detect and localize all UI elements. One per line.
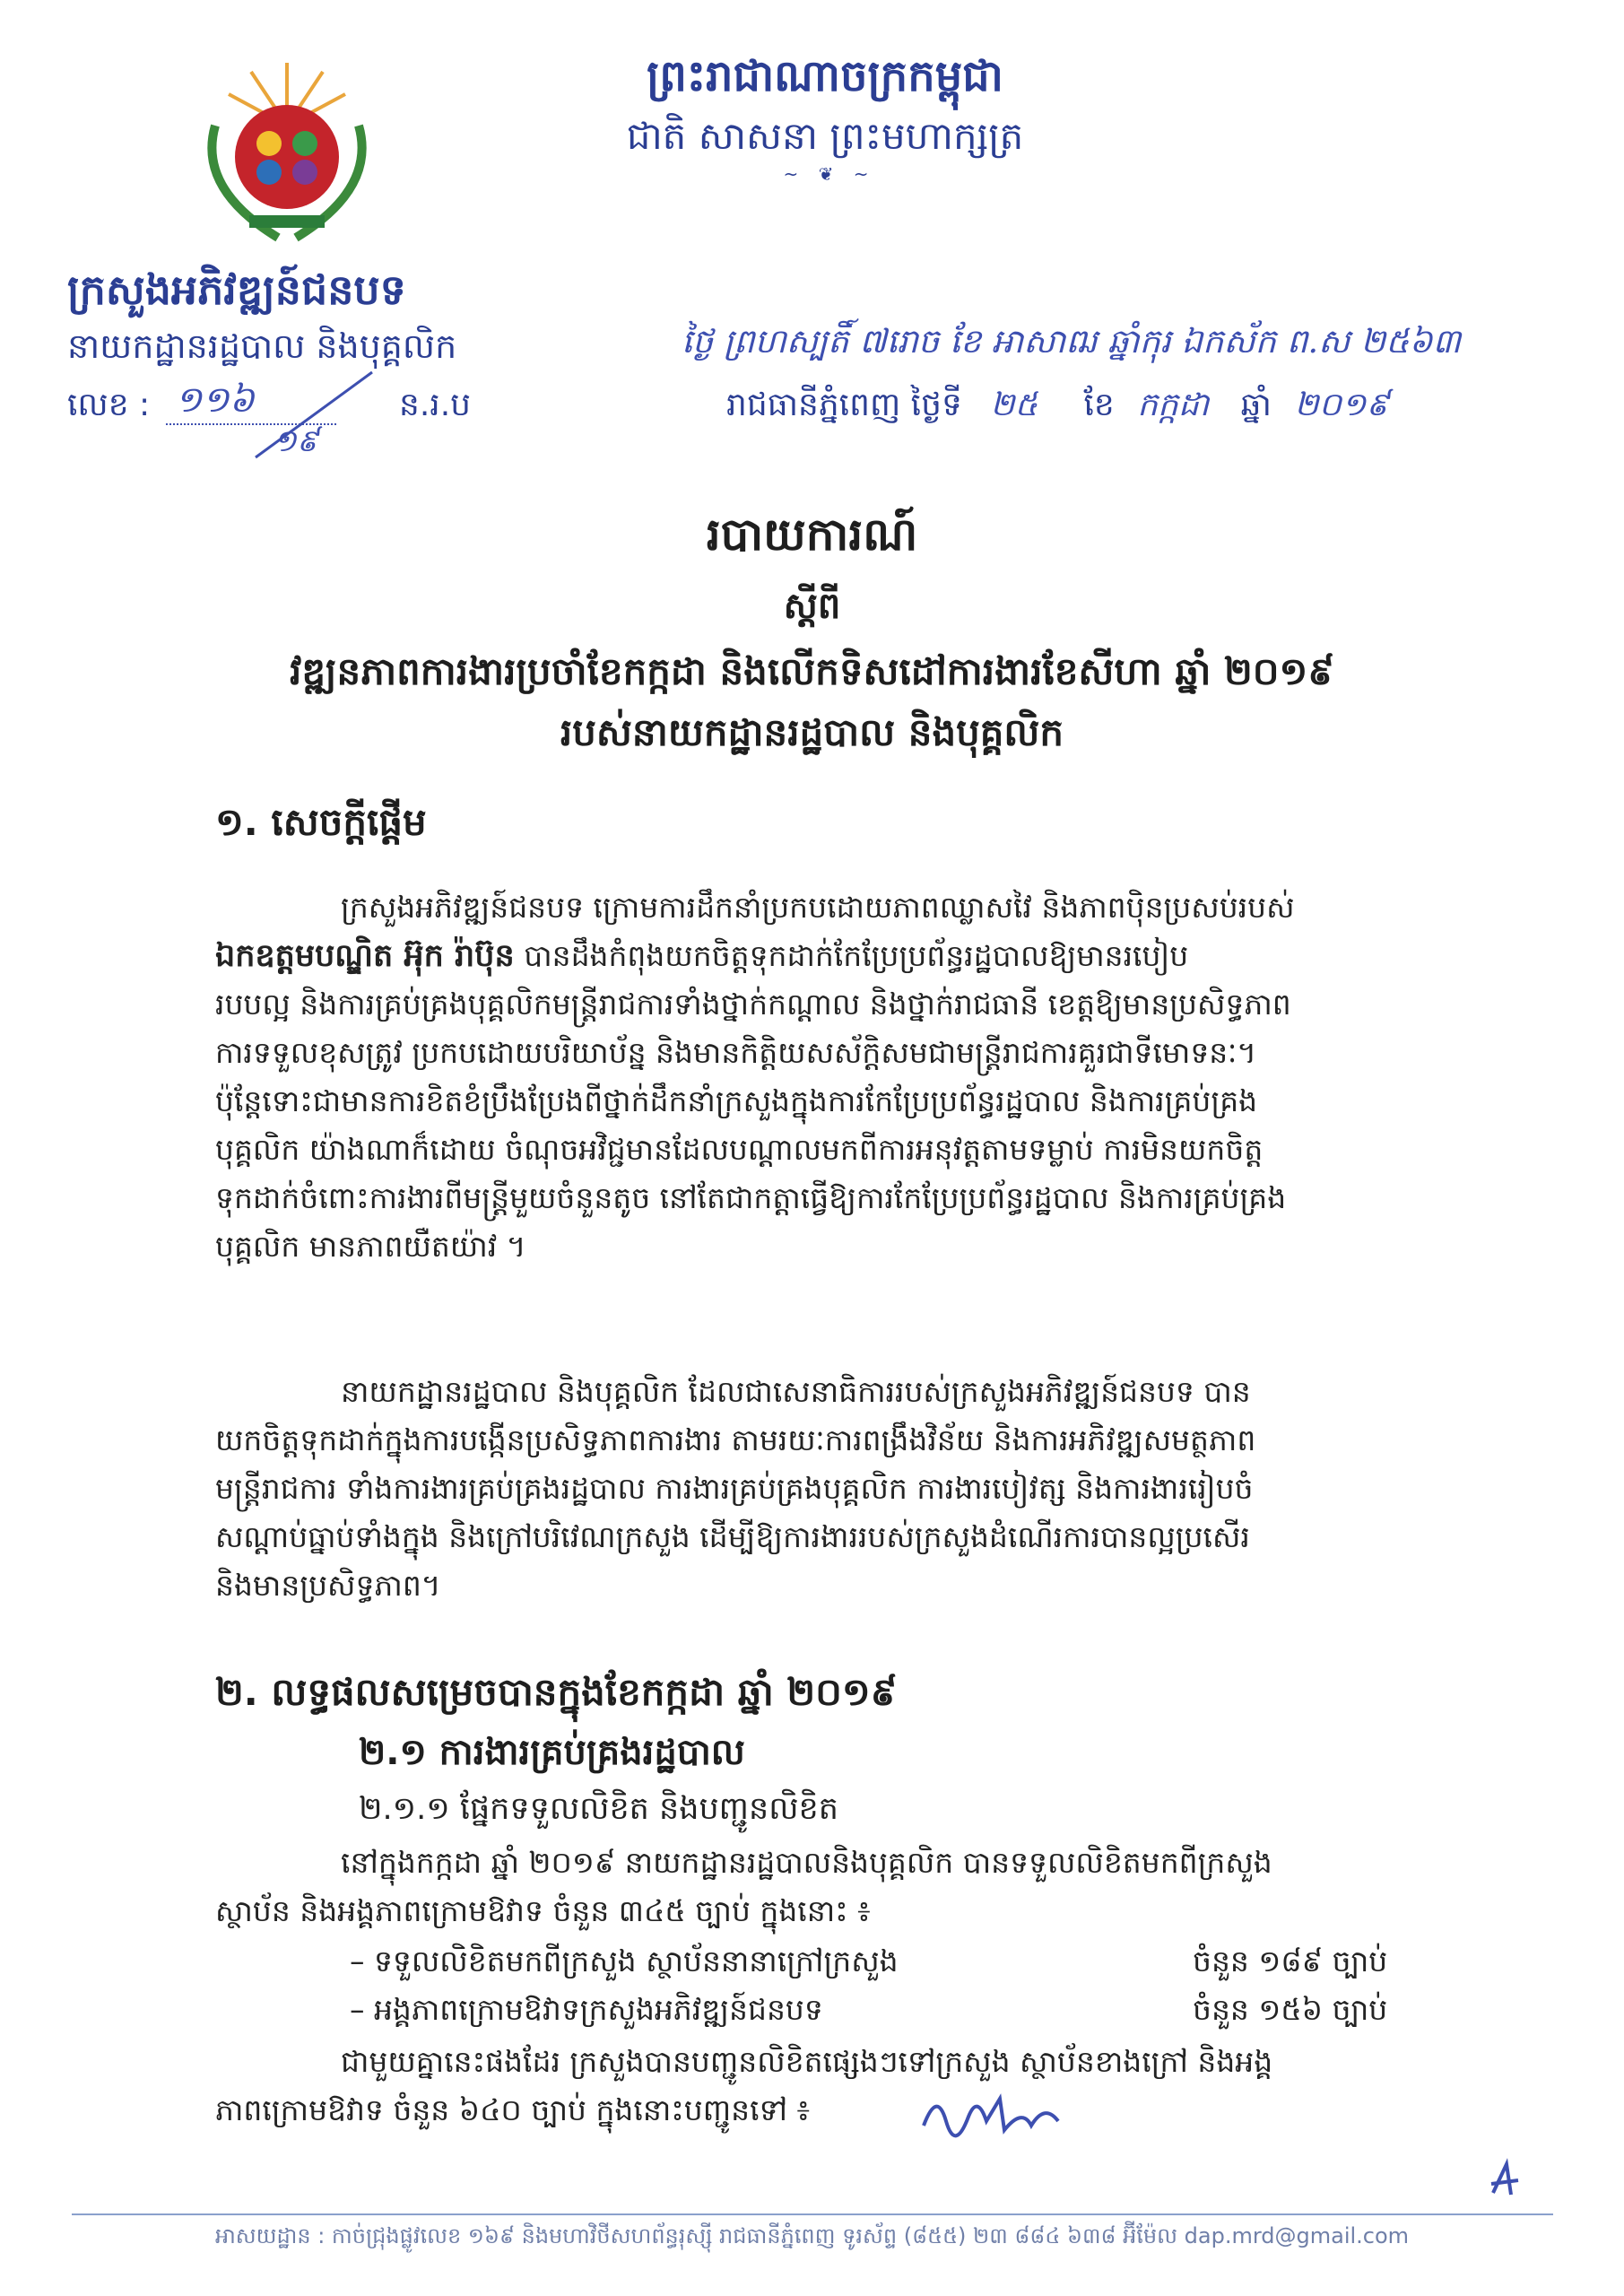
para-line: ស្ថាប័ន និងអង្គភាពក្រោមឱវាទ ចំនួន ៣៤៥ ច្បាប់ ក្នុងនោះ ៖ [215,1893,871,1928]
initials-signature [915,2081,1076,2152]
date-month-label: ខែ [1083,387,1115,423]
section2-heading: ២. លទ្ធផលសម្រេចបានក្នុងខែកក្កដា ឆ្នាំ ២០១៩ [215,1670,898,1714]
list-item-label: – ទទួលលិខិតមកពីក្រសួង ស្ថាប័ននានាក្រៅក្រសួង [350,1944,899,1979]
report-subject-line1: វឌ្ឍនភាពការងារប្រចាំខែកក្កដា និងលើកទិសដៅការងារខែសីហា ឆ្នាំ ២០១៩ [289,649,1335,693]
report-subject-line2: របស់នាយកដ្ឋានរដ្ឋបាល និងបុគ្គលិក [560,710,1064,754]
date-prefix: រាជធានីភ្នំពេញ ថ្ងៃទី [726,387,962,423]
list-item [350,1937,1475,1986]
gregorian-date [726,384,1578,431]
national-motto: ជាតិ សាសនា ព្រះមហាក្សត្រ [626,114,1024,158]
kingdom-title: ព្រះរាជាណាចក្រកម្ពុជា [647,51,1003,101]
para-line-text: បានដឹងកំពុងយកចិត្តទុកដាក់កែប្រែប្រព័ន្ធរដ្ឋបាលឱ្យមានរបៀប [524,938,1189,973]
para-line: នៅក្នុងកក្កដា ឆ្នាំ ២០១៩ នាយកដ្ឋានរដ្ឋបាលនិងបុគ្គលិក បានទទួលលិខិតមកពីក្រសួង [341,1845,1272,1880]
date-month: កក្កដា [1137,387,1210,423]
para-line: សណ្ដាប់ធ្នាប់ទាំងក្នុង និងក្រៅបរិវេណក្រសួង ដើម្បីឱ្យការងាររបស់ក្រសួងដំណើរការបានល្អប្រសើរ [215,1519,1250,1554]
department-name: នាយកដ្ឋានរដ្ឋបាល និងបុគ្គលិក [67,326,457,366]
report-title: របាយការណ៍ [706,509,918,561]
date-day: ២៥ [990,387,1038,423]
excellency-name: ឯកឧត្តមបណ្ឌិត អ៊ុក រ៉ាប៊ុន [215,938,515,974]
ministry-name: ក្រសួងអភិវឌ្ឍន៍ជនបទ [67,265,406,314]
list-item [350,1986,1475,2034]
section2-1-heading: ២.១ ការងារគ្រប់គ្រងរដ្ឋបាល [359,1732,745,1773]
footer-address: អាសយដ្ឋាន : កាច់ជ្រុងផ្លូវលេខ ១៦៩ និងមហាវិថីសហព័ន្ធរុស្ស៊ី រាជធានីភ្នំពេញ ទូរស័ព្ទ (៨៥៥) ២៣ ៨៨៤ ៦៣៨ អ៊ីម៉ែល dap.mrd@gmail.com [214,2223,1410,2248]
list-item-label: – អង្គភាពក្រោមឱវាទក្រសួងអភិវឌ្ឍន៍ជនបទ [350,1992,823,2027]
ref-year-handwritten: ១៩ [274,423,318,459]
list-item-count: ចំនួន ១៨៩ ច្បាប់ [1193,1944,1388,1979]
para-line: និងមានប្រសិទ្ធភាព។ [215,1568,441,1603]
section1-paragraph2 [215,1368,1475,1610]
para-line: ការទទួលខុសត្រូវ ប្រកបដោយបរិយាប័ន្ន និងមានកិត្តិយសស័ក្តិសមជាមន្ត្រីរាជការគួរជាទីមោទនៈ។ [215,1035,1257,1070]
reference-number [67,377,569,457]
received-items-list [350,1937,1475,2034]
date-year-label: ឆ្នាំ [1240,387,1272,423]
section1-paragraph1 [215,883,1475,1271]
ref-slash-stroke [238,368,381,466]
para-line: ទុកដាក់ចំពោះការងារពីមន្ត្រីមួយចំនួនតូច នៅតែជាកត្តាធ្វើឱ្យការកែប្រែប្រព័ន្ធរដ្ឋបាល និងការគ្រប់គ្រង [215,1180,1287,1215]
ministry-logo [179,54,395,260]
section1-heading: ១. សេចក្តីផ្តើម [215,800,427,844]
motto-ornament: ~ ❦ ~ [783,163,876,185]
ref-number-handwritten: ១១៦ [175,379,255,421]
ref-label: លេខ : [67,387,151,423]
report-about: ស្ដីពី [783,586,841,627]
para-line: បុគ្គលិក យ៉ាងណាក៏ដោយ ចំណុចអវិជ្ជមានដែលបណ្ដាលមកពីការអនុវត្តតាមទម្លាប់ ការមិនយកចិត្ត [215,1132,1264,1167]
para-line: ប៉ុន្តែទោះជាមានការខិតខំប្រឹងប្រែងពីថ្នាក់ដឹកនាំក្រសួងក្នុងការកែប្រែប្រព័ន្ធរដ្ឋបាល និងការគ្រប់គ្រង [215,1083,1258,1118]
ref-suffix: ន.រ.ប [399,387,472,423]
list-item-count: ចំនួន ១៥៦ ច្បាប់ [1193,1992,1388,2027]
section2-paragraph1 [215,1839,1475,1935]
page-mark-handwritten [1484,2157,1529,2202]
para-line: ភាពក្រោមឱវាទ ចំនួន ៦៤០ ច្បាប់ ក្នុងនោះបញ្ជូនទៅ ៖ [215,2092,810,2127]
para-line [215,932,1475,980]
para-line: មន្ត្រីរាជការ ទាំងការងារគ្រប់គ្រងរដ្ឋបាល ការងារគ្រប់គ្រងបុគ្គលិក ការងារបៀវត្ស និងការងាររៀបចំ [215,1471,1254,1506]
para-line: ក្រសួងអភិវឌ្ឍន៍ជនបទ ក្រោមការដឹកនាំប្រកបដោយភាពឈ្លាសវៃ និងភាពប៉ិនប្រសប់របស់ [341,890,1295,925]
date-year: ២០១៩ [1294,387,1389,423]
section2-1-1-heading: ២.១.១ ផ្នែកទទួលលិខិត និងបញ្ជូនលិខិត [359,1791,838,1827]
para-line: នាយកដ្ឋានរដ្ឋបាល និងបុគ្គលិក ដែលជាសេនាធិការរបស់ក្រសួងអភិវឌ្ឍន៍ជនបទ បាន [341,1374,1251,1409]
para-line: យកចិត្តទុកដាក់ក្នុងការបង្កើនប្រសិទ្ធភាពការងារ តាមរយៈការពង្រឹងវិន័យ និងការអភិវឌ្ឍសមត្ថភាព [215,1422,1256,1457]
para-line: បុគ្គលិក មានភាពយឺតយ៉ាវ ។ [215,1229,526,1264]
lunar-date: ថ្ងៃ ព្រហស្បតិ៍ ៧រោច ខែ អាសាឍ ឆ្នាំកុរ ឯកស័ក ព.ស ២៥៦៣ [682,322,1462,361]
para-line: របបល្អ និងការគ្រប់គ្រងបុគ្គលិកមន្ត្រីរាជការទាំងថ្នាក់កណ្ដាល និងថ្នាក់រាជធានី ខេត្តឱ្យមានប្រសិទ្ធភាព [215,987,1291,1022]
para-line: ជាមួយគ្នានេះផងដែរ ក្រសួងបានបញ្ជូនលិខិតផ្សេងៗទៅក្រសួង ស្ថាប័នខាងក្រៅ និងអង្គ [341,2044,1273,2079]
footer-divider [72,2213,1553,2215]
section2-paragraph2 [215,2038,1475,2135]
